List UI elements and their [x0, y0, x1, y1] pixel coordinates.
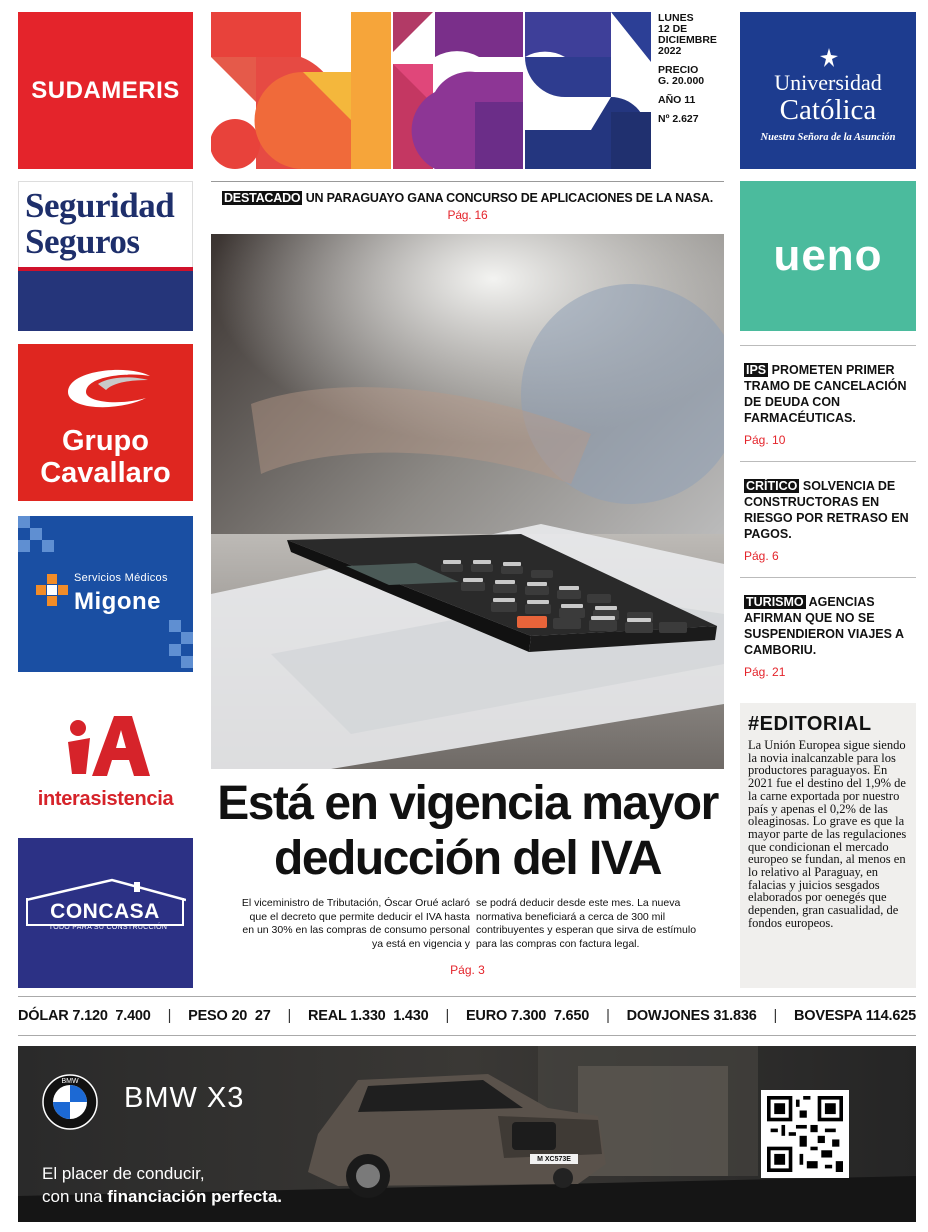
migone-pixel-icon: [30, 528, 42, 540]
bmw-logo-icon: [42, 1074, 98, 1130]
date-month: DICIEMBRE: [658, 34, 717, 46]
migone-pixel-icon: [181, 656, 193, 668]
ticker-label: PESO: [188, 1008, 228, 1024]
side-news-title: AGENCIAS AFIRMAN QUE NO SE SUSPENDIERON VIAJES A CAMBORIU.: [744, 595, 904, 657]
issue-info: [658, 13, 728, 125]
cavallaro-line2: Cavallaro: [40, 457, 171, 489]
side-news-tag: IPS: [746, 363, 767, 377]
migone-pixel-icon: [18, 516, 30, 528]
date-day: LUNES: [658, 12, 694, 24]
ticker-peso: [188, 1008, 270, 1024]
catolica-line3: Nuestra Señora de la Asunción: [760, 132, 896, 143]
migone-subtitle: Servicios Médicos: [74, 572, 168, 584]
side-news-page: Pág. 21: [744, 665, 786, 679]
calculator-photo: [211, 234, 724, 769]
migone-pixel-icon: [169, 620, 181, 632]
featured-headline[interactable]: [211, 181, 724, 222]
star-cross-icon: [820, 48, 838, 68]
qr-code-pattern: [767, 1096, 843, 1172]
side-news-page: Pág. 6: [744, 549, 779, 563]
license-plate: M XC573E: [537, 1156, 571, 1163]
ticker-sell: 7.650: [553, 1008, 590, 1024]
ticker-buy: 7.120: [72, 1008, 108, 1024]
ticker-dowjones: [627, 1008, 757, 1024]
seguridad-red-bar: [18, 267, 193, 271]
ad-interasistencia[interactable]: [18, 700, 193, 820]
side-news-title: PROMETEN PRIMER TRAMO DE CANCELACIÓN DE DEUDA CON FARMACÉUTICAS.: [744, 363, 907, 425]
ticker-value: 114.625: [865, 1008, 916, 1024]
date-line: 12 DE: [658, 23, 688, 35]
side-news-item[interactable]: [740, 461, 916, 564]
sudameris-logo-text: SUDAMERIS: [31, 76, 180, 104]
ueno-logo-text: ueno: [773, 231, 883, 280]
ticker-buy: 7.300: [510, 1008, 547, 1024]
year-label: AÑO 11: [658, 94, 696, 106]
svg-text:BMW: BMW: [61, 1078, 79, 1085]
ticker-label: DÓLAR: [18, 1008, 69, 1024]
side-news-title: SOLVENCIA DE CONSTRUCTORAS EN RIESGO POR RETRASO EN PAGOS.: [744, 479, 909, 541]
catolica-line2: Católica: [779, 94, 877, 126]
ticker-dolar: [18, 1008, 151, 1024]
seguridad-line1: Seguridad: [25, 186, 175, 225]
ad-grupo-cavallaro[interactable]: [18, 344, 193, 501]
article-page-ref[interactable]: Pág. 3: [450, 963, 485, 977]
concasa-name: CONCASA: [26, 898, 184, 926]
migone-cross-icon: [36, 574, 68, 606]
seguridad-line2: Seguros: [25, 222, 140, 261]
ticker-separator: |: [167, 1008, 172, 1024]
ticker-label: DOWJONES: [626, 1008, 710, 1024]
ad-concasa[interactable]: [18, 838, 193, 988]
ticker-separator: |: [287, 1008, 292, 1024]
main-headline[interactable]: Está en vigencia mayor deducción del IVA: [217, 777, 718, 885]
migone-pixel-icon: [42, 540, 54, 552]
side-news-tag: CRÍTICO: [746, 479, 798, 493]
concasa-tagline: TODO PARA SU CONSTRUCCIÓN: [48, 924, 168, 931]
ticker-label: REAL: [308, 1008, 347, 1024]
featured-page: Pág. 16: [447, 208, 488, 222]
ticker-sell: 1.430: [393, 1008, 429, 1024]
seguridad-logo: [18, 181, 193, 267]
price-label: PRECIO: [658, 64, 699, 76]
ticker-label: BOVESPA: [794, 1008, 862, 1024]
ticker-buy: 1.330: [350, 1008, 386, 1024]
side-news-text: [744, 362, 916, 426]
ticker-separator: |: [773, 1008, 778, 1024]
bmw-slogan-bold: financiación perfecta.: [107, 1187, 283, 1206]
cavallaro-swoosh-icon: [58, 362, 154, 410]
ticker-sell: 7.400: [115, 1008, 151, 1024]
side-news-item[interactable]: [740, 345, 916, 448]
interasistencia-name: interasistencia: [37, 788, 174, 810]
featured-text: [211, 191, 724, 205]
ticker-euro: [466, 1008, 589, 1024]
ticker-separator: |: [606, 1008, 610, 1024]
ad-seguridad-seguros[interactable]: [18, 181, 193, 331]
editorial-box[interactable]: [740, 703, 916, 988]
ticker-real: [308, 1008, 429, 1024]
editorial-body: La Unión Europea sigue siendo la novia inalcanzable para los productores paraguayos. En 2021 fue el destino del 1,9% de la carne exportada por nuestro país y apenas el 0,2% de las oleaginosas. Lo grave es que la mayor parte de las regulaciones que condicionan el mercado europeo se fundan, al menos en lo relativo al Paraguay, en falacias y juicios sesgados elaborados por oenegés que dependen, gran casualidad, de fondos europeos.: [748, 738, 907, 930]
side-news-page: Pág. 10: [744, 433, 786, 447]
interasistencia-logo-icon: [62, 714, 152, 778]
ticker-label: EURO: [465, 1008, 508, 1024]
qr-code-icon[interactable]: [761, 1090, 849, 1178]
ticker-value: 31.836: [713, 1008, 757, 1024]
side-news-text: [744, 594, 916, 658]
issue-number: Nº 2.627: [658, 113, 699, 125]
ticker-separator: |: [445, 1008, 450, 1024]
migone-pixel-icon: [18, 540, 30, 552]
ticker-buy: 20: [231, 1008, 248, 1024]
cavallaro-line1: Grupo: [62, 425, 149, 457]
date-year: 2022: [658, 45, 682, 57]
migone-pixel-icon: [169, 644, 181, 656]
bmw-slogan-line2: [42, 1187, 282, 1207]
ad-sudameris[interactable]: [18, 12, 193, 169]
ad-migone[interactable]: [18, 516, 193, 672]
migone-name: Migone: [74, 588, 161, 615]
article-column-2: se podrá deducir desde este mes. La nueva normativa beneficiará a cerca de 300 mil contribuyentes y esperan que sirva de estímulo para las compras con factura legal.: [476, 897, 697, 950]
bmw-slogan-line1: El placer de conducir,: [42, 1164, 205, 1183]
featured-tag: DESTACADO: [223, 191, 301, 205]
ticker-sell: 27: [254, 1008, 271, 1024]
side-news-tag: TURISMO: [746, 595, 804, 609]
side-news-item[interactable]: [740, 577, 916, 680]
side-news-text: [744, 478, 916, 542]
ad-ueno[interactable]: [740, 181, 916, 331]
ad-universidad-catolica[interactable]: [740, 12, 916, 169]
bmw-slogan-prefix: con una: [42, 1187, 108, 1206]
editorial-heading: #EDITORIAL: [748, 713, 872, 735]
market-ticker: [18, 996, 916, 1036]
article-column-1: El viceministro de Tributación, Óscar Orué aclaró que el decreto que permite deducir el IVA hasta en un 30% en las compras de consumo personal ya está en vigencia y: [241, 897, 470, 950]
catolica-line1: Universidad: [774, 70, 882, 95]
featured-title: UN PARAGUAYO GANA CONCURSO DE APLICACIONES DE LA NASA.: [305, 191, 714, 205]
price-value: G. 20.000: [658, 75, 705, 87]
ad-bmw-x3[interactable]: [18, 1046, 916, 1222]
migone-pixel-icon: [181, 632, 193, 644]
ticker-bovespa: [794, 1008, 916, 1024]
bmw-model-name: BMW X3: [124, 1082, 245, 1114]
masthead-logo[interactable]: [211, 12, 651, 169]
